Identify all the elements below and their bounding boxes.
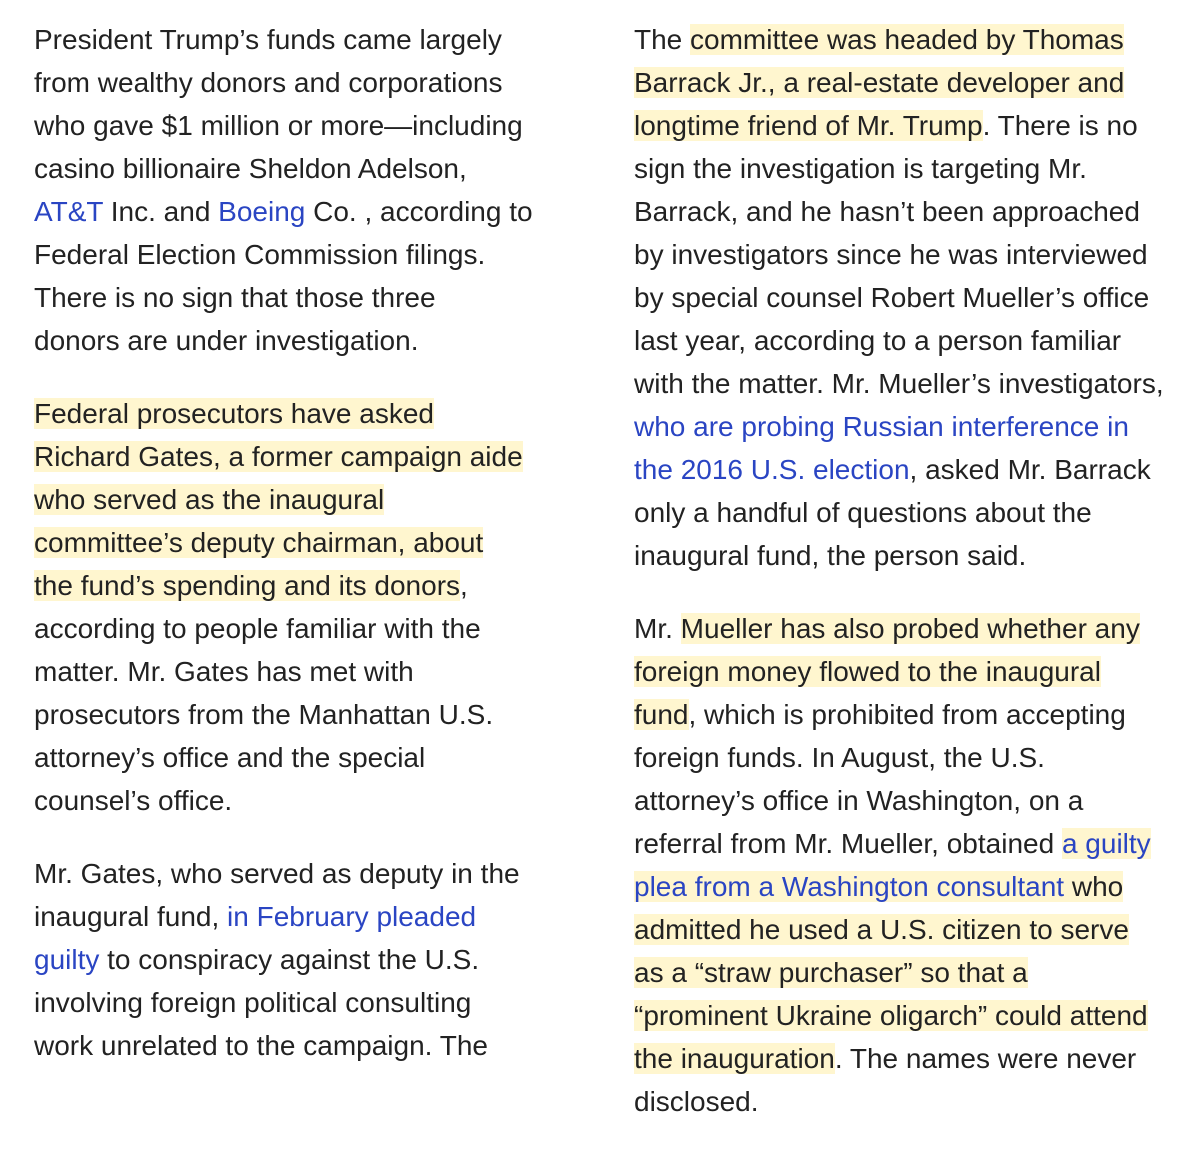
text-line: involving foreign political consulting <box>34 987 472 1018</box>
highlighted-text: admitted he used a U.S. citizen to serve <box>634 914 1129 945</box>
paragraph-gates-questioned <box>34 392 579 822</box>
text-fragment: to conspiracy against the U.S. <box>99 944 480 975</box>
text-line <box>34 895 579 938</box>
link-gates-pleaded-guilty[interactable]: in February pleaded <box>227 901 477 932</box>
text-fragment: Mr. <box>634 613 681 644</box>
text-line: inaugural fund, the person said. <box>634 540 1027 571</box>
text-line: foreign funds. In August, the U.S. <box>634 742 1045 773</box>
text-line <box>34 564 579 607</box>
highlighted-text: foreign money flowed to the inaugural <box>634 656 1101 687</box>
highlighted-text: committee’s deputy chairman, about <box>34 527 484 558</box>
text-line: by special counsel Robert Mueller’s office <box>634 282 1150 313</box>
text-line <box>634 865 1179 908</box>
text-line: Federal Election Commission filings. <box>34 239 486 270</box>
text-line <box>634 18 1179 61</box>
text-line: by investigators since he was interviewed <box>634 239 1148 270</box>
text-line: with the matter. Mr. Mueller’s investigators, <box>634 368 1164 399</box>
right-column <box>634 18 1179 1153</box>
highlighted-text: fund <box>634 699 689 730</box>
paragraph-foreign-money <box>634 607 1179 1123</box>
text-line <box>634 951 1179 994</box>
link-guilty-plea-continued[interactable]: plea from a Washington consultant <box>634 871 1065 902</box>
text-line: casino billionaire Sheldon Adelson, <box>34 153 467 184</box>
text-line <box>634 994 1179 1037</box>
text-line: only a handful of questions about the <box>634 497 1092 528</box>
text-line: There is no sign that those three <box>34 282 436 313</box>
highlighted-text: who served as the inaugural <box>34 484 385 515</box>
text-line <box>634 650 1179 693</box>
text-line: President Trump’s funds came largely <box>34 24 502 55</box>
text-line <box>34 478 579 521</box>
text-fragment: . The names were never <box>834 1043 1137 1074</box>
text-line: who gave $1 million or more—including <box>34 110 523 141</box>
text-line <box>634 693 1179 736</box>
text-line <box>34 392 579 435</box>
highlighted-text: Federal prosecutors have asked <box>34 398 434 429</box>
highlighted-text: the fund’s spending and its donors <box>34 570 461 601</box>
text-line <box>634 448 1179 491</box>
text-line <box>634 104 1179 147</box>
text-line: disclosed. <box>634 1086 759 1117</box>
text-fragment: Co. , according to <box>305 196 533 227</box>
text-line: work unrelated to the campaign. The <box>34 1030 488 1061</box>
highlighted-text: Mueller has also probed whether any <box>680 613 1140 644</box>
text-fragment: , asked Mr. Barrack <box>909 454 1151 485</box>
highlighted-text: “prominent Ukraine oligarch” could attend <box>634 1000 1148 1031</box>
text-fragment: inaugural fund, <box>34 901 228 932</box>
paragraph-gates-plea <box>34 852 579 1067</box>
text-line: from wealthy donors and corporations <box>34 67 503 98</box>
link-att[interactable]: AT&T <box>34 196 103 227</box>
text-line <box>34 190 579 233</box>
text-line: sign the investigation is targeting Mr. <box>634 153 1087 184</box>
text-line: attorney’s office in Washington, on a <box>634 785 1084 816</box>
paragraph-barrack <box>634 18 1179 577</box>
text-line <box>34 435 579 478</box>
text-line <box>34 938 579 981</box>
link-russian-interference-continued[interactable]: the 2016 U.S. election <box>634 454 910 485</box>
text-fragment: . There is no <box>982 110 1138 141</box>
text-fragment: referral from Mr. Mueller, obtained <box>634 828 1062 859</box>
text-line: according to people familiar with the <box>34 613 481 644</box>
highlighted-text: longtime friend of Mr. Trump <box>634 110 983 141</box>
text-line <box>634 405 1179 448</box>
highlighted-text: as a “straw purchaser” so that a <box>634 957 1028 988</box>
text-line <box>634 1037 1179 1080</box>
link-boeing[interactable]: Boeing <box>218 196 306 227</box>
text-line: Barrack, and he hasn’t been approached <box>634 196 1140 227</box>
text-line <box>634 822 1179 865</box>
text-line <box>34 521 579 564</box>
link-gates-pleaded-guilty-continued[interactable]: guilty <box>34 944 100 975</box>
text-line <box>634 607 1179 650</box>
text-fragment: , which is prohibited from accepting <box>688 699 1126 730</box>
highlighted-text: the inauguration <box>634 1043 835 1074</box>
text-line: prosecutors from the Manhattan U.S. <box>34 699 494 730</box>
highlighted-text: who <box>1064 871 1124 902</box>
text-line <box>634 908 1179 951</box>
text-line: donors are under investigation. <box>34 325 419 356</box>
text-line: counsel’s office. <box>34 785 233 816</box>
highlighted-text: committee was headed by Thomas <box>690 24 1124 55</box>
link-guilty-plea[interactable]: a guilty <box>1061 828 1151 859</box>
text-line: matter. Mr. Gates has met with <box>34 656 414 687</box>
link-russian-interference[interactable]: who are probing Russian interference in <box>634 411 1129 442</box>
text-fragment: The <box>634 24 691 55</box>
article-body <box>0 14 1200 1117</box>
highlighted-text: Richard Gates, a former campaign aide <box>34 441 523 472</box>
text-line: attorney’s office and the special <box>34 742 426 773</box>
text-fragment: Inc. and <box>102 196 219 227</box>
left-column <box>34 18 579 1097</box>
text-line <box>634 61 1179 104</box>
text-fragment: , <box>460 570 468 601</box>
highlighted-text: Barrack Jr., a real-estate developer and <box>634 67 1125 98</box>
paragraph-funding-sources <box>34 18 579 362</box>
text-line: last year, according to a person familiar <box>634 325 1122 356</box>
text-line: Mr. Gates, who served as deputy in the <box>34 858 520 889</box>
